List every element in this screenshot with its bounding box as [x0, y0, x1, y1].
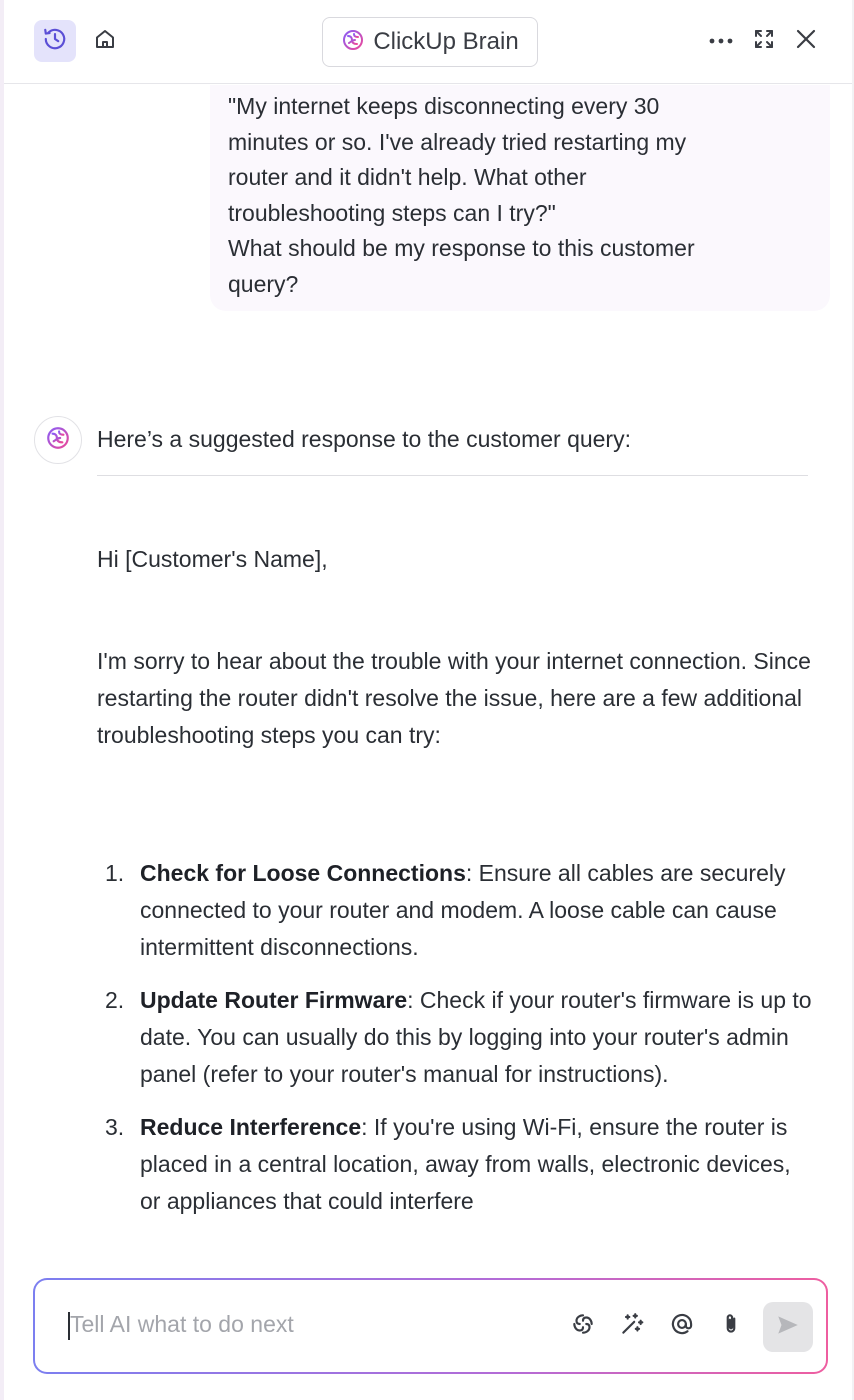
list-item — [97, 1109, 817, 1220]
step-text: : Check if your router's firmware is up to date. You can usually do this by logging into your router's admin panel (refer to your router's manual for instructions). — [140, 987, 812, 1087]
expand-icon — [752, 27, 776, 56]
paperclip-icon — [718, 1311, 744, 1342]
user-message-line: What should be my response to this customer — [228, 235, 695, 261]
troubleshooting-steps-list — [97, 855, 817, 1236]
user-message-line: router and it didn't help. What other — [228, 164, 587, 190]
step-title: Check for Loose Connections — [140, 860, 466, 886]
brain-logo-icon — [45, 425, 71, 456]
step-title: Reduce Interference — [140, 1114, 362, 1140]
divider — [97, 475, 808, 476]
ai-avatar — [34, 416, 82, 464]
page-title: ClickUp Brain — [373, 28, 519, 55]
user-message-line: query? — [228, 270, 299, 297]
user-message-line: minutes or so. I've already tried restarting my — [228, 128, 687, 155]
step-number: 1. — [105, 860, 125, 886]
list-item — [97, 855, 817, 966]
step-number: 3. — [105, 1114, 125, 1140]
attach-button[interactable] — [711, 1306, 751, 1346]
magic-wand-icon — [619, 1311, 645, 1342]
mention-button[interactable] — [662, 1306, 702, 1346]
user-message-line: "My internet keeps disconnecting every 30 — [228, 93, 660, 119]
home-icon — [93, 27, 117, 56]
list-item — [97, 982, 817, 1093]
send-icon — [775, 1312, 801, 1343]
header — [4, 0, 852, 84]
step-text: : If you're using Wi-Fi, ensure the router is placed in a central location, away from walls, electronic devices, or appliances that could interfere — [140, 1114, 791, 1214]
home-button[interactable] — [84, 20, 126, 62]
step-number: 2. — [105, 987, 125, 1013]
ai-response-intro: Here’s a suggested response to the customer query: — [97, 426, 631, 452]
brain-logo-icon — [341, 28, 365, 57]
brain-outline-icon — [570, 1311, 596, 1342]
close-icon — [794, 27, 818, 56]
history-button[interactable] — [34, 20, 76, 62]
close-button[interactable] — [785, 20, 827, 62]
expand-button[interactable] — [743, 20, 785, 62]
prompt-input-container — [33, 1278, 828, 1374]
user-message-bubble — [210, 85, 830, 311]
send-button[interactable] — [763, 1302, 813, 1352]
user-message-line: troubleshooting steps can I try?" — [228, 199, 556, 226]
brain-mode-button[interactable] — [563, 1306, 603, 1346]
response-greeting: Hi [Customer's Name], — [97, 546, 328, 572]
history-icon — [42, 26, 68, 57]
more-options-button[interactable] — [700, 20, 742, 62]
prompt-input[interactable] — [35, 1280, 826, 1372]
prompt-placeholder: Tell AI what to do next — [70, 1311, 294, 1337]
conversation-area[interactable] — [4, 85, 852, 1265]
response-paragraph: I'm sorry to hear about the trouble with your internet connection. Since restarting the router didn't resolve the issue, here are a few additional troubleshooting steps you can try: — [97, 648, 811, 748]
more-icon — [708, 32, 734, 50]
step-title: Update Router Firmware — [140, 987, 408, 1013]
ai-actions-button[interactable] — [612, 1306, 652, 1346]
title-pill[interactable] — [322, 17, 538, 67]
step-text: : Ensure all cables are securely connected to your router and modem. A loose cable can cause intermittent disconnections. — [140, 860, 786, 960]
at-mention-icon — [669, 1311, 695, 1342]
